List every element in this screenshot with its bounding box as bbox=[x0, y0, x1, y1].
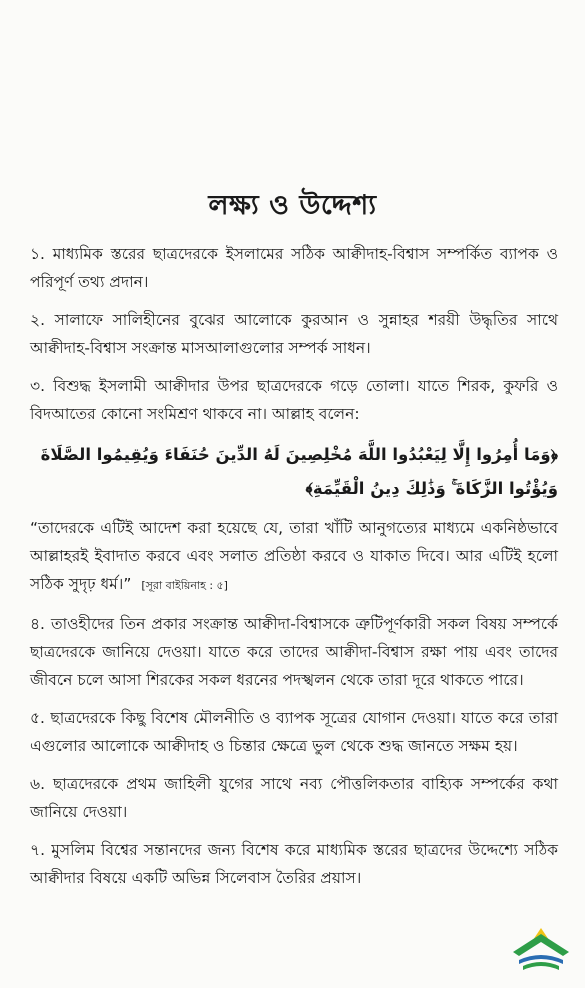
verse-translation bbox=[30, 514, 558, 600]
objectives-list bbox=[30, 240, 558, 902]
list-item: ২. সালাফে সালিহীনের বুঝের আলোকে কুরআন ও সুন্নাহর শরয়ী উদ্ধৃতির সাথে আক্বীদাহ-বিশ্বাস সংক্রান্ত মাসআলাগুলোর সম্পর্ক সাধন। bbox=[30, 311, 558, 357]
verse-reference: [সূরা বাইয়িনাহ : ৫] bbox=[141, 579, 228, 592]
page-title: লক্ষ্য ও উদ্দেশ্য bbox=[208, 190, 377, 221]
arabic-verse: ﴿وَمَا أُمِرُوا إِلَّا لِيَعْبُدُوا اللَّهَ مُخْلِصِينَ لَهُ الدِّينَ حُنَفَاءَ وَيُقِيمُوا الصَّلَاةَ وَيُؤْتُوا الزَّكَاةَ ۚ وَذَٰلِكَ دِينُ الْقَيِّمَةِ﴾ bbox=[40, 445, 558, 498]
list-item: ৪. তাওহীদের তিন প্রকার সংক্রান্ত আক্বীদা-বিশ্বাসকে ত্রুটিপূর্ণকারী সকল বিষয় সম্পর্কে ছাত্রদেরকে জানিয়ে দেওয়া। যাতে করে তাদের আক্বীদা-বিশ্বাস রক্ষা পায় এবং তাদের জীবনে চলে আসা শিরকের সকল ধরনের পদস্খলন থেকে তারা দূরে থাকতে পারে। bbox=[30, 615, 558, 689]
list-item: ৩. বিশুদ্ধ ইসলামী আক্বীদার উপর ছাত্রদেরকে গড়ে তোলা। যাতে শিরক, কুফরি ও বিদআতের কোনো সংমিশ্রণ থাকবে না। আল্লাহ বলেন: bbox=[30, 377, 558, 423]
list-item: ৫. ছাত্রদেরকে কিছু বিশেষ মৌলনীতি ও ব্যাপক সূত্রের যোগান দেওয়া। যাতে করে তারা এগুলোর আলোকে আক্বীদাহ ও চিন্তার ক্ষেত্রে ভুল থেকে শুদ্ধ জানতে সক্ষম হয়। bbox=[30, 709, 558, 755]
list-item: ৭. মুসলিম বিশ্বের সন্তানদের জন্য বিশেষ করে মাধ্যমিক স্তরের ছাত্রদের উদ্দেশ্যে সঠিক আক্বীদার বিষয়ে একটি অভিন্ন সিলেবাস তৈরির প্রয়াস। bbox=[30, 841, 558, 887]
publisher-logo-icon bbox=[509, 924, 573, 976]
list-item: ১. মাধ্যমিক স্তরের ছাত্রদেরকে ইসলামের সঠিক আক্বীদাহ-বিশ্বাস সম্পর্কিত ব্যাপক ও পরিপূর্ণ তথ্য প্রদান। bbox=[30, 245, 558, 291]
translation-text: “তাদেরকে এটিই আদেশ করা হয়েছে যে, তারা খাঁটি আনুগত্যের মাধ্যমে একনিষ্ঠভাবে আল্লাহরই ইবাদাত করবে এবং সলাত প্রতিষ্ঠা করবে ও যাকাত দিবে। আর এটিই হলো সঠিক সুদৃঢ় ধর্ম।” bbox=[30, 519, 558, 593]
list-item: ৬. ছাত্রদেরকে প্রথম জাহিলী যুগের সাথে নব্য পৌত্তলিকতার বাহ্যিক সম্পর্কের কথা জানিয়ে দেওয়া। bbox=[30, 775, 558, 821]
